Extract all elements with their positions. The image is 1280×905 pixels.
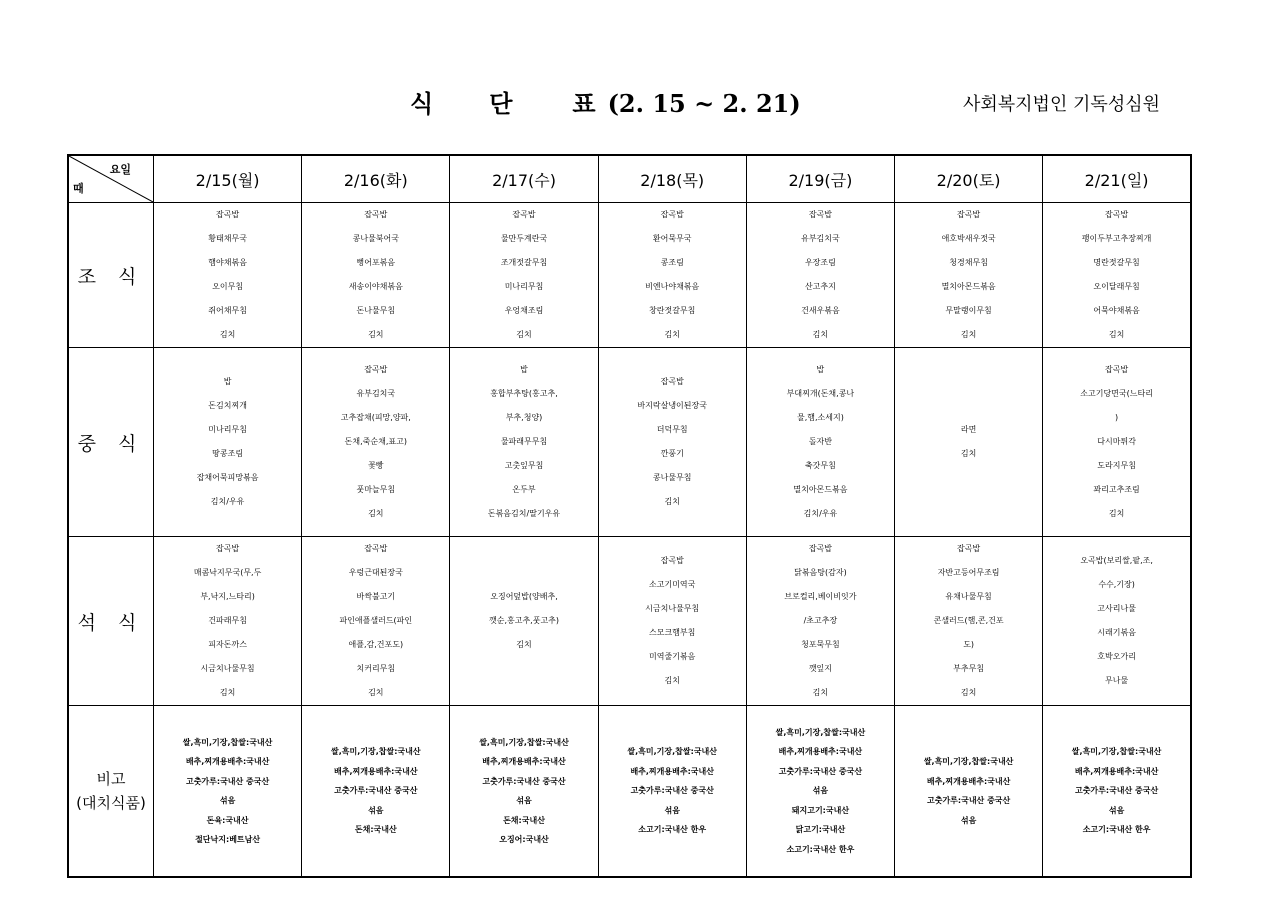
menu-item: 오이무침 [212, 282, 244, 291]
menu-cell [895, 203, 1043, 348]
menu-item: 물,햄,소세지) [796, 413, 844, 422]
menu-item: 물파래무무침 [500, 437, 548, 446]
origin-note: 고춧가루:국내산 중국산 [482, 776, 566, 786]
menu-item: 우렁근대된장국 [348, 568, 403, 577]
menu-item: 부대찌개(돈채,콩나 [786, 389, 855, 398]
origin-note: 고춧가루:국내산 중국산 [185, 776, 270, 786]
origin-note: 섞음 [664, 805, 680, 815]
menu-item: 명란젓갈무침 [1093, 258, 1140, 267]
menu-item: 김치 [1108, 509, 1125, 518]
menu-cell [154, 348, 302, 537]
menu-item: 김치/우유 [803, 509, 838, 518]
origin-note: 고춧가루:국내산 중국산 [1074, 786, 1159, 796]
menu-item: 창란젓갈무침 [649, 306, 696, 315]
menu-item: 파인애플샐러드(파인 [339, 616, 413, 625]
menu-item: 김치 [812, 688, 829, 697]
menu-item: 잡곡밥 [957, 544, 981, 553]
menu-item: 부추무침 [953, 664, 985, 673]
menu-cell [746, 348, 894, 537]
menu-item: 김치 [960, 449, 977, 458]
menu-item: 뻥어포볶음 [356, 258, 396, 267]
menu-item: 오징어덮밥(양배추, [490, 592, 558, 601]
menu-item: 잡채어묵피망볶음 [196, 473, 259, 482]
menu-item: 김치 [368, 509, 384, 518]
menu-item: 깐풍기 [660, 449, 684, 458]
origin-note: 소고기:국내산 한우 [1082, 825, 1151, 835]
breakfast-row [68, 203, 1191, 348]
menu-item: 잡곡밥 [216, 544, 240, 553]
menu-item: 미역줄기볶음 [649, 652, 696, 661]
notes-label-line: (대치식품) [76, 794, 146, 812]
note-cell [450, 706, 598, 878]
menu-item: 유부김치국 [356, 389, 396, 398]
menu-item: 김치 [664, 330, 680, 339]
menu-item: 호박오가리 [1097, 652, 1136, 661]
menu-item: 잡곡밥 [660, 556, 684, 565]
menu-item: 비엔나야채볶음 [645, 282, 700, 291]
menu-item: 건파래무침 [208, 616, 247, 625]
menu-item: 김치 [516, 640, 532, 649]
origin-note: 쌀,흑미,기장,찹쌀:국내산 [923, 757, 1014, 766]
menu-item: 깻순,홍고추,풋고추) [488, 616, 560, 625]
menu-item: 김치 [219, 330, 236, 339]
origin-note: 쌀,흑미,기장,찹쌀:국내산 [775, 727, 866, 737]
origin-note: 고춧가루:국내산 중국산 [334, 786, 418, 796]
origin-note: 소고기:국내산 한우 [786, 844, 855, 854]
menu-item: 매콤낙지무국(무,두 [193, 568, 262, 577]
origin-note: 배추,찌개용배추:국내산 [630, 766, 714, 776]
menu-item: 바싹불고기 [356, 592, 396, 601]
origin-note: 배추,찌개용배추:국내산 [185, 757, 270, 766]
menu-cell [895, 537, 1043, 706]
dinner-row [68, 537, 1191, 706]
menu-item: 깻잎지 [808, 664, 832, 673]
menu-item: 청포묵무침 [801, 640, 840, 649]
menu-item: 어묵야채볶음 [1093, 306, 1140, 315]
menu-item: 부추,청양) [505, 413, 543, 422]
menu-item: 밥 [223, 377, 232, 386]
note-cell [302, 706, 450, 878]
menu-item: 축갓무침 [804, 461, 836, 470]
menu-item: 밥 [520, 365, 528, 374]
menu-item: 산고추지 [804, 282, 836, 291]
origin-note: 배추,찌개용배추:국내산 [482, 757, 566, 766]
meal-label: 중 식 [68, 348, 154, 537]
menu-item: 자반고등어무조림 [937, 568, 1000, 577]
menu-item: 콩나물북어국 [352, 234, 399, 243]
origin-note: 돈채:국내산 [503, 815, 545, 825]
origin-note: 오징어:국내산 [499, 835, 549, 844]
menu-item: 김치/우유 [210, 497, 245, 506]
menu-item: 조개젓갈무침 [500, 258, 548, 267]
origin-note: 쌀,흑미,기장,찹쌀:국내산 [627, 747, 718, 757]
day-header: 2/21(일) [1043, 155, 1191, 203]
menu-item: 땅콩조림 [212, 449, 244, 458]
menu-cell [1043, 348, 1191, 537]
menu-item: 잡곡밥 [957, 210, 981, 219]
note-cell [598, 706, 746, 878]
menu-cell [895, 348, 1043, 537]
menu-cell [598, 348, 746, 537]
menu-item: /초고추장 [803, 616, 838, 625]
menu-item: ) [1115, 413, 1119, 422]
menu-item: 애호박새우젓국 [941, 234, 996, 243]
menu-item: 환어묵무국 [652, 234, 692, 243]
menu-item: 콘샐러드(햄,콘,건포 [933, 616, 1004, 625]
day-header: 2/19(금) [746, 155, 894, 203]
origin-note: 돼지고기:국내산 [791, 805, 850, 815]
title-char-3: 표 [572, 89, 596, 118]
menu-cell [450, 203, 598, 348]
menu-item: 김치 [1108, 330, 1125, 339]
menu-cell [1043, 537, 1191, 706]
origin-note: 절단낙지:베트남산 [195, 835, 261, 844]
menu-item: 새송이야채볶음 [348, 282, 403, 291]
origin-note: 쌀,흑미,기장,찹쌀:국내산 [331, 747, 421, 757]
note-cell [154, 706, 302, 878]
menu-item: 치커리무침 [356, 664, 396, 673]
menu-item: 돈볶음김치/딸기우유 [487, 509, 561, 518]
origin-note: 닭고기:국내산 [795, 825, 846, 835]
menu-item: 소고기미역국 [649, 580, 696, 589]
menu-item: 김치 [960, 688, 977, 697]
menu-item: 잡곡밥 [364, 544, 388, 553]
menu-item: 꽃빵 [368, 461, 384, 470]
menu-item: 잡곡밥 [660, 377, 684, 386]
note-cell [746, 706, 894, 878]
meal-label: 석 식 [68, 537, 154, 706]
origin-note: 섞음 [812, 786, 829, 796]
menu-item: 김치 [516, 330, 532, 339]
menu-item: 미나리무침 [504, 282, 544, 291]
menu-item: 더덕무침 [656, 425, 688, 434]
corner-cell [68, 155, 154, 203]
menu-item: 시금치나물무침 [645, 604, 700, 613]
menu-item: 청경채무침 [949, 258, 988, 267]
origin-note: 돈육:국내산 [206, 815, 249, 825]
menu-item: 고추잡채(피망,양파, [340, 413, 411, 422]
menu-cell [302, 203, 450, 348]
menu-item: 잡곡밥 [216, 210, 240, 219]
note-cell [1043, 706, 1191, 878]
day-header: 2/17(수) [450, 155, 598, 203]
menu-item: 잡곡밥 [660, 210, 684, 219]
menu-cell [450, 348, 598, 537]
day-header: 2/15(월) [154, 155, 302, 203]
menu-item: 고사리나물 [1097, 604, 1136, 613]
menu-item: 라면 [960, 425, 977, 434]
menu-item: 유채나물무침 [945, 592, 992, 601]
menu-item: 유부김치국 [801, 234, 840, 243]
menu-item: 시래기볶음 [1097, 628, 1136, 637]
menu-cell [154, 537, 302, 706]
origin-note: 섞음 [368, 805, 384, 815]
origin-note: 배추,찌개용배추:국내산 [334, 766, 418, 776]
organization-name: 사회복지법인 기독성심원 [963, 94, 1160, 115]
origin-note: 섞음 [1108, 805, 1125, 815]
origin-note: 배추,찌개용배추:국내산 [778, 747, 863, 757]
day-header: 2/16(화) [302, 155, 450, 203]
menu-item: 오이달래무침 [1093, 282, 1140, 291]
corner-top-label: 요일 [109, 163, 131, 176]
origin-note: 섞음 [219, 796, 236, 805]
menu-item: 바지락살냉이된장국 [637, 401, 707, 410]
menu-item: 미나리무침 [208, 425, 247, 434]
meal-label: 조 식 [68, 203, 154, 348]
menu-item: 고춧잎무침 [504, 461, 544, 470]
menu-cell [1043, 203, 1191, 348]
menu-cell [154, 203, 302, 348]
menu-item: 닭볶음탕(감자) [794, 568, 847, 577]
menu-item: 잡곡밥 [808, 210, 832, 219]
menu-item: 김치 [960, 330, 977, 339]
menu-item: 팽이두부고추장찌개 [1081, 234, 1152, 243]
menu-item: 황태채무국 [208, 234, 247, 243]
menu-item: 돌자반 [808, 437, 832, 446]
menu-item: 홍합부추탕(홍고추, [490, 389, 558, 398]
origin-note: 섞음 [516, 796, 532, 805]
menu-item: 잡곡밥 [512, 210, 536, 219]
menu-item: 다시마튀각 [1097, 437, 1136, 446]
menu-item: 오곡밥(보리쌀,팥,조, [1080, 556, 1153, 565]
menu-item: 도라지무침 [1097, 461, 1136, 470]
menu-cell [302, 537, 450, 706]
notes-label [68, 706, 154, 878]
menu-item: 수수,기장) [1098, 580, 1135, 589]
menu-item: 도) [963, 640, 975, 649]
corner-bottom-label: 때 [73, 182, 84, 195]
menu-item: 김치 [664, 497, 680, 506]
menu-item: 김치 [219, 688, 236, 697]
origin-note: 섞음 [960, 815, 977, 825]
menu-item: 콩조림 [660, 258, 684, 267]
menu-cell [598, 203, 746, 348]
menu-item: 김치 [368, 330, 384, 339]
menu-item: 부,낙지,느타리) [200, 592, 255, 601]
origin-note: 고춧가루:국내산 중국산 [630, 786, 714, 796]
title-date-range: (2. 15 ~ 2. 21) [607, 89, 801, 118]
title-char-1: 식 [410, 89, 434, 118]
menu-item: 잡곡밥 [364, 365, 388, 374]
menu-item: 건새우볶음 [801, 306, 840, 315]
title-char-2: 단 [489, 89, 513, 118]
menu-item: 잡곡밥 [808, 544, 832, 553]
origin-note: 고춧가루:국내산 중국산 [926, 796, 1011, 805]
notes-row [68, 706, 1191, 878]
menu-item: 김치 [368, 688, 384, 697]
origin-note: 쌀,흑미,기장,찹쌀:국내산 [1071, 747, 1162, 757]
origin-note: 쌀,흑미,기장,찹쌀:국내산 [182, 737, 273, 747]
menu-item: 돈김치찌개 [208, 401, 247, 410]
menu-item: 무나물 [1105, 676, 1129, 685]
menu-cell [302, 348, 450, 537]
menu-item: 우장조림 [804, 258, 836, 267]
lunch-row [68, 348, 1191, 537]
menu-item: 우엉채조림 [504, 306, 544, 315]
meal-plan-table [67, 154, 1192, 878]
origin-note: 쌀,흑미,기장,찹쌀:국내산 [479, 737, 569, 747]
menu-item: 온두부 [512, 485, 536, 494]
origin-note: 고춧가루:국내산 중국산 [778, 766, 863, 776]
menu-cell [450, 537, 598, 706]
menu-item: 잡곡밥 [364, 210, 388, 219]
menu-item: 돈채,죽순채,표고) [344, 437, 407, 446]
menu-item: 멸치아몬드볶음 [793, 485, 848, 494]
menu-item: 멸치아몬드볶음 [941, 282, 996, 291]
menu-cell [598, 537, 746, 706]
notes-label-line: 비고 [96, 770, 126, 788]
menu-item: 소고기당면국(느타리 [1080, 389, 1153, 398]
menu-item: 콩나물무침 [652, 473, 692, 482]
menu-cell [746, 537, 894, 706]
menu-cell [746, 203, 894, 348]
menu-item: 밥 [816, 365, 825, 374]
menu-item: 피자돈까스 [208, 640, 247, 649]
origin-note: 배추,찌개용배추:국내산 [1074, 766, 1159, 776]
menu-item: 잡곡밥 [1105, 210, 1129, 219]
menu-item: 무말랭이무침 [945, 306, 992, 315]
table-header-row [68, 155, 1191, 203]
origin-note: 소고기:국내산 한우 [638, 825, 707, 835]
menu-item: 애플,감,건포도) [348, 640, 404, 649]
menu-item: 꽈리고추조림 [1093, 485, 1140, 494]
document-title [410, 84, 801, 119]
menu-item: 쥐어채무침 [208, 306, 247, 315]
menu-item: 브로컬리,베이비잇가 [784, 592, 857, 601]
menu-item: 김치 [812, 330, 829, 339]
menu-item: 풋마늘무침 [356, 485, 396, 494]
origin-note: 돈채:국내산 [354, 825, 397, 835]
day-header: 2/18(목) [598, 155, 746, 203]
menu-item: 시금치나물무침 [200, 664, 255, 673]
menu-item: 돈나물무침 [356, 306, 396, 315]
origin-note: 배추,찌개용배추:국내산 [926, 776, 1011, 786]
day-header: 2/20(토) [895, 155, 1043, 203]
menu-item: 햄야채볶음 [208, 258, 247, 267]
note-cell [895, 706, 1043, 878]
menu-item: 물만두계란국 [500, 234, 548, 243]
menu-item: 스모크햄부침 [649, 628, 696, 637]
menu-item: 잡곡밥 [1105, 365, 1129, 374]
menu-item: 김치 [664, 676, 680, 685]
